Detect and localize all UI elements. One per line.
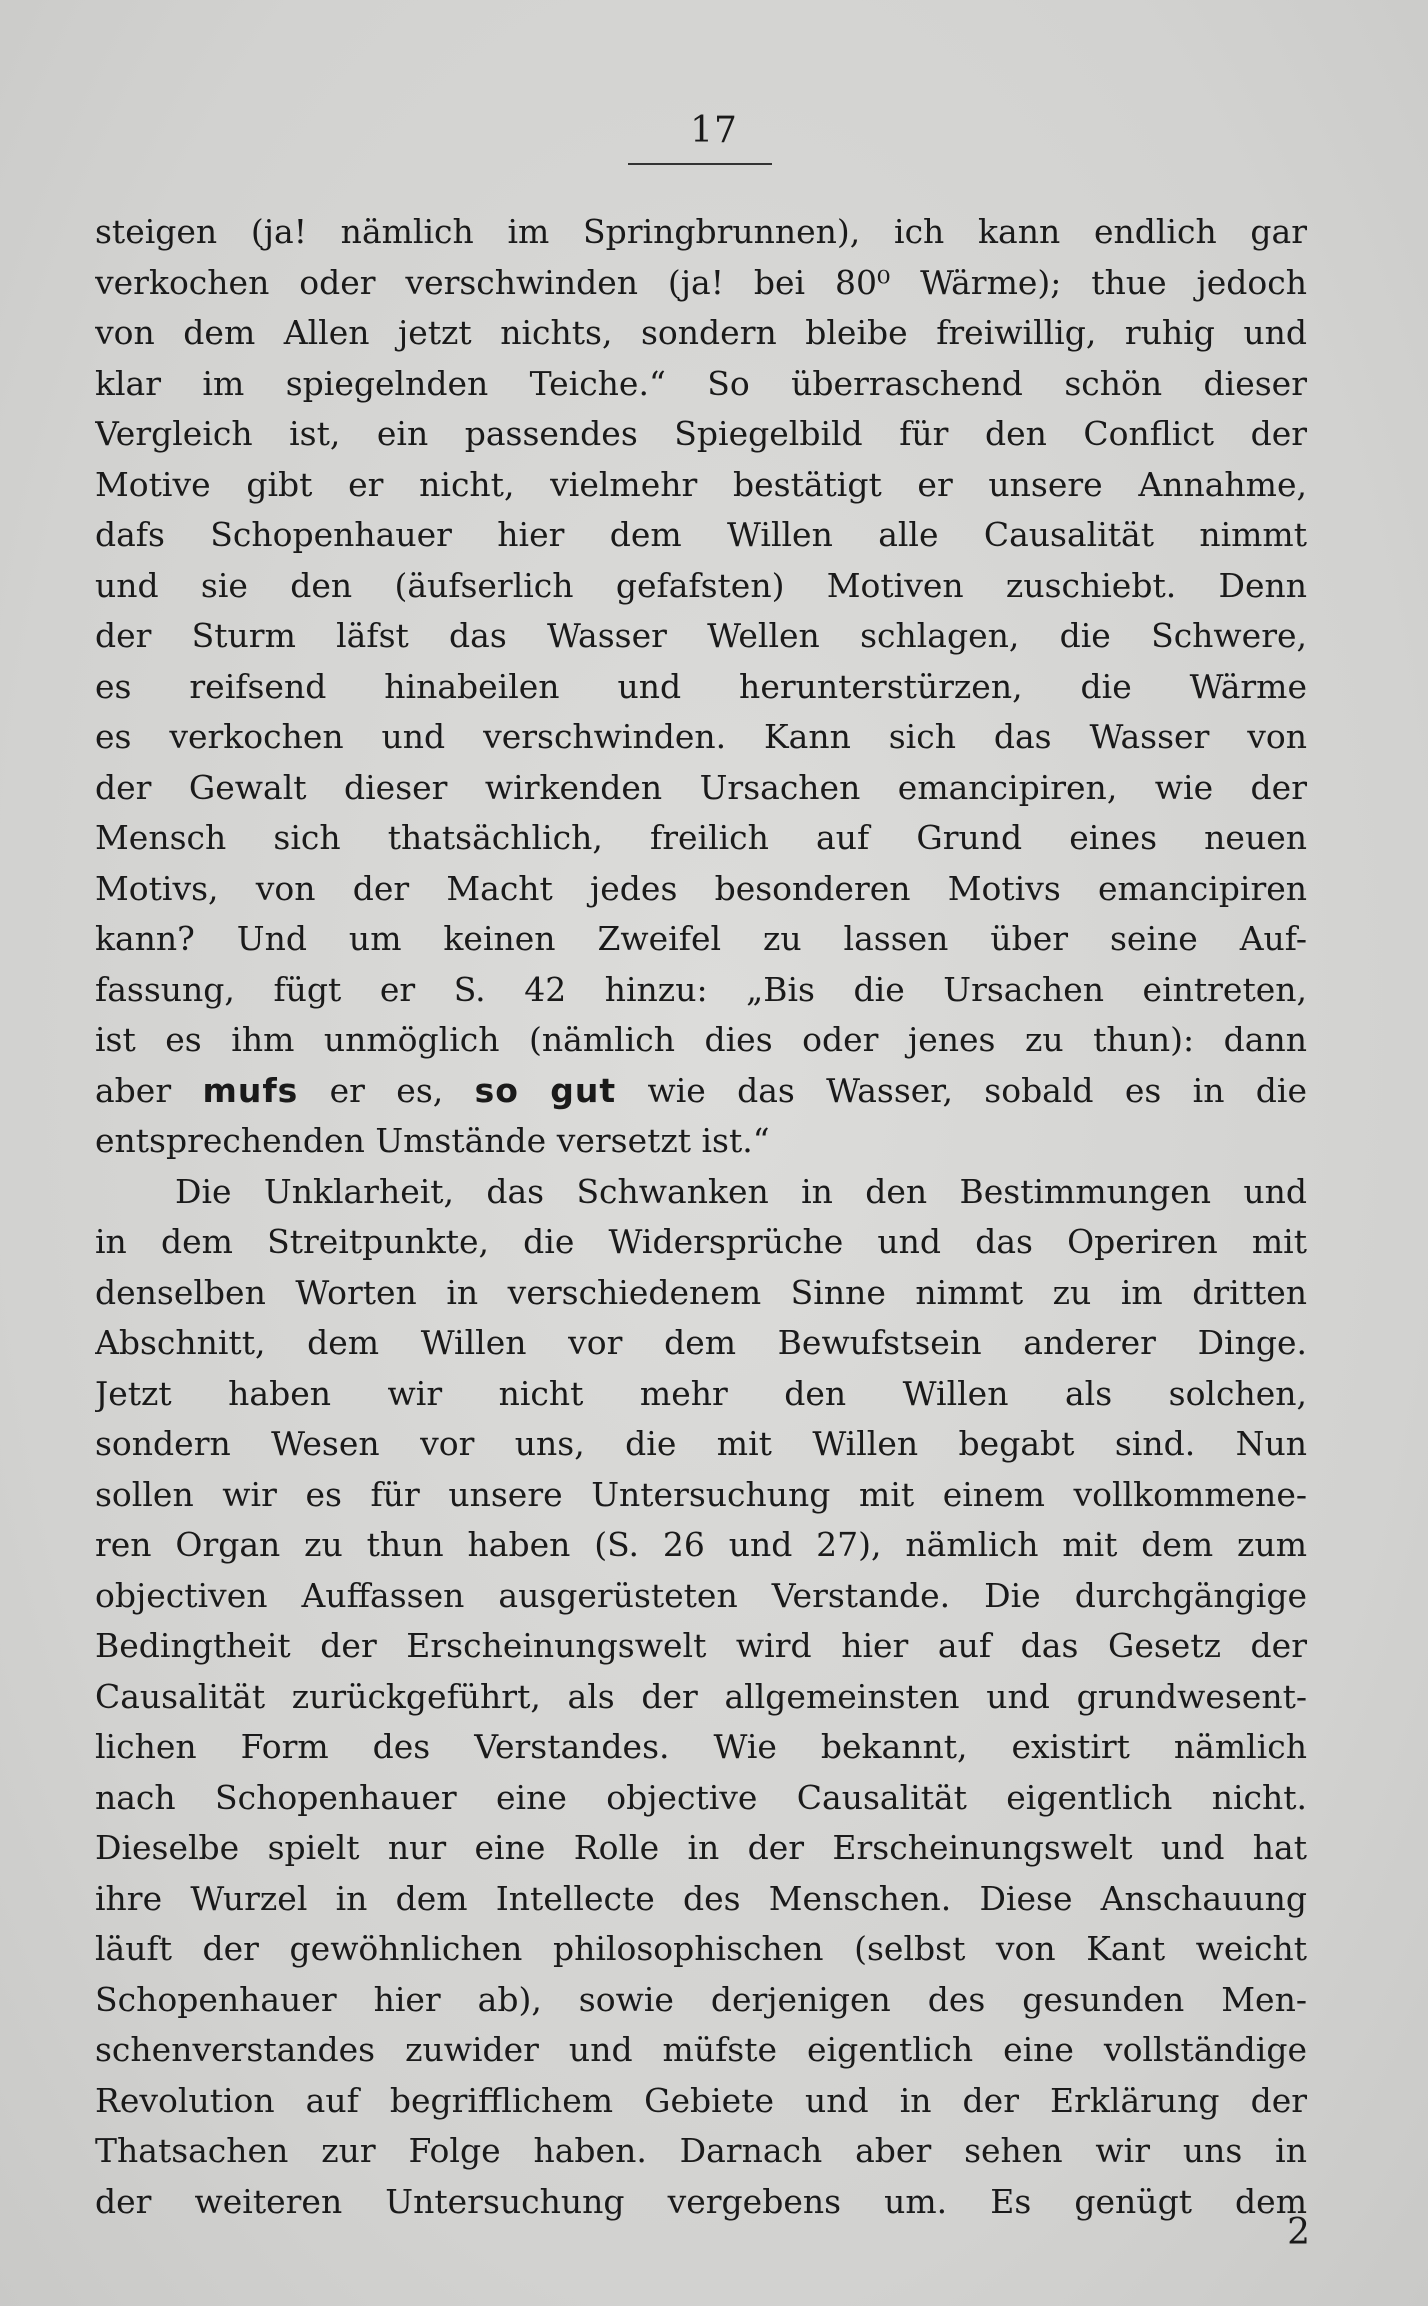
- text-line-emphasis: [95, 1066, 1307, 1117]
- text-line: steigen (ja! nämlich im Springbrunnen), ich kann endlich gar: [95, 212, 1307, 251]
- text-line: denselben Worten in verschiedenem Sinne nimmt zu im dritten: [95, 1272, 1307, 1312]
- text-line: von dem Allen jetzt nichts, sondern bleibe freiwillig, ruhig und: [95, 313, 1307, 352]
- text-line: ist es ihm unmöglich (nämlich dies oder jenes zu thun): dann: [95, 1020, 1307, 1059]
- line-segment: wie das Wasser, sobald es in die: [616, 1070, 1307, 1110]
- text-line: Revolution auf begrifflichem Gebiete und in der Erklärung der: [95, 2080, 1307, 2120]
- emphasis-word: gut: [550, 1070, 617, 1110]
- text-line: entsprechenden Umstände versetzt ist.“: [95, 1121, 770, 1160]
- text-line: Thatsachen zur Folge haben. Darnach aber sehen wir uns in: [95, 2131, 1307, 2170]
- line-segment: aber: [95, 1070, 203, 1110]
- emphasis-word: mufs: [202, 1070, 299, 1110]
- text-line: Motivs, von der Macht jedes besonderen Motivs emancipiren: [95, 868, 1307, 908]
- text-line: fassung, fügt er S. 42 hinzu: „Bis die Ursachen eintreten,: [95, 969, 1307, 1009]
- text-line: Causalität zurückgeführt, als der allgemeinsten und grundwesent-: [95, 1676, 1307, 1716]
- text-line: der Sturm läfst das Wasser Wellen schlagen, die Schwere,: [95, 616, 1307, 655]
- text-line: Bedingtheit der Erscheinungswelt wird hier auf das Gesetz der: [95, 1626, 1307, 1665]
- text-line: der Gewalt dieser wirkenden Ursachen emancipiren, wie der: [95, 767, 1307, 807]
- text-line: läuft der gewöhnlichen philosophischen (selbst von Kant weicht: [95, 1929, 1307, 1968]
- text-line: Mensch sich thatsächlich, freilich auf Grund eines neuen: [95, 818, 1307, 857]
- text-line: sondern Wesen vor uns, die mit Willen begabt sind. Nun: [95, 1424, 1307, 1463]
- text-line: und sie den (äufserlich gefafsten) Motiven zuschiebt. Denn: [95, 565, 1307, 605]
- text-line: Schopenhauer hier ab), sowie derjenigen des gesunden Men-: [95, 1979, 1307, 2019]
- text-line: klar im spiegelnden Teiche.“ So überraschend schön dieser: [95, 363, 1307, 403]
- body-text: [95, 207, 1307, 2227]
- text-line: dafs Schopenhauer hier dem Willen alle Causalität nimmt: [95, 515, 1307, 554]
- text-line: objectiven Auffassen ausgerüsteten Verstande. Die durchgängige: [95, 1575, 1307, 1615]
- text-line: Die Unklarheit, das Schwanken in den Bestimmungen und: [175, 1171, 1307, 1211]
- text-line: lichen Form des Verstandes. Wie bekannt, existirt nämlich: [95, 1727, 1307, 1766]
- text-line: Abschnitt, dem Willen vor dem Bewufstsein anderer Dinge.: [95, 1323, 1307, 1362]
- line-segment: er es,: [298, 1070, 475, 1110]
- text-line: Jetzt haben wir nicht mehr den Willen als solchen,: [95, 1373, 1307, 1413]
- text-line: Vergleich ist, ein passendes Spiegelbild für den Conflict der: [95, 414, 1307, 453]
- text-line: schenverstandes zuwider und müfste eigentlich eine vollständige: [95, 2030, 1307, 2069]
- text-line: es verkochen und verschwinden. Kann sich das Wasser von: [95, 717, 1307, 756]
- page-number: 17: [690, 110, 738, 151]
- text-line: sollen wir es für unsere Untersuchung mit einem vollkommene-: [95, 1474, 1307, 1514]
- line-segment: [519, 1071, 550, 1110]
- text-line: es reifsend hinabeilen und herunterstürzen, die Wärme: [95, 666, 1307, 706]
- text-line: der weiteren Untersuchung vergebens um. Es genügt dem: [95, 2181, 1307, 2221]
- text-line: Motive gibt er nicht, vielmehr bestätigt er unsere Annahme,: [95, 464, 1307, 504]
- sheet-signature: 2: [1287, 2212, 1310, 2253]
- text-line: ihre Wurzel in dem Intellecte des Menschen. Diese Anschauung: [95, 1878, 1307, 1918]
- text-line: Dieselbe spielt nur eine Rolle in der Erscheinungswelt und hat: [95, 1828, 1307, 1867]
- text-line: nach Schopenhauer eine objective Causalität eigentlich nicht.: [95, 1777, 1307, 1817]
- text-line: kann? Und um keinen Zweifel zu lassen über seine Auf-: [95, 919, 1307, 958]
- text-line: verkochen oder verschwinden (ja! bei 80⁰ Wärme); thue jedoch: [95, 262, 1307, 302]
- header-rule: [628, 163, 772, 165]
- text-line: in dem Streitpunkte, die Widersprüche und das Operiren mit: [95, 1222, 1307, 1261]
- emphasis-word: so: [474, 1070, 519, 1110]
- text-line: ren Organ zu thun haben (S. 26 und 27), nämlich mit dem zum: [95, 1525, 1307, 1564]
